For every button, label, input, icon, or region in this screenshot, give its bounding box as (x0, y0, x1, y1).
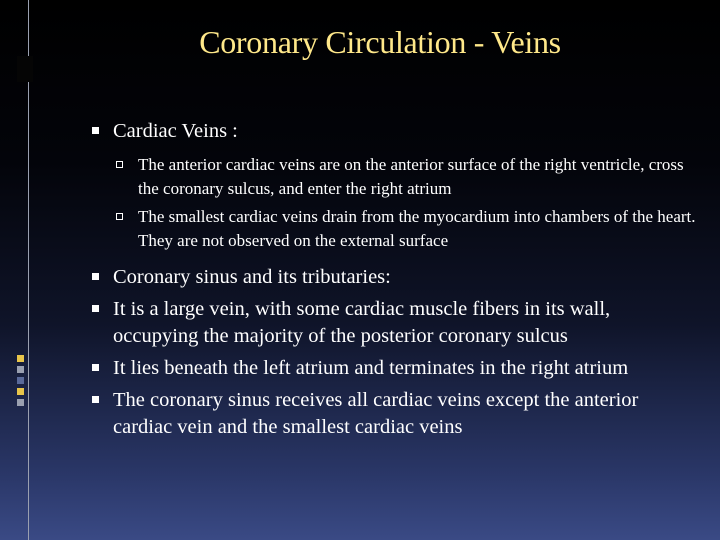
bullet-text: Cardiac Veins : (113, 120, 238, 142)
bullet-text: The smallest cardiac veins drain from the myocardium into chambers of the heart. They are not observed on the external surface (138, 207, 696, 250)
square-bullet-icon (92, 305, 99, 312)
square-bullet-icon (92, 364, 99, 371)
accent-square (17, 355, 24, 362)
sub-bullet-item (36, 205, 696, 253)
accent-squares (17, 355, 24, 410)
bullet-item (36, 118, 696, 145)
accent-square (17, 388, 24, 395)
bullet-text: Coronary sinus and its tributaries: (113, 266, 391, 288)
bullet-text: The coronary sinus receives all cardiac veins except the anterior cardiac vein and the smallest cardiac veins (113, 389, 639, 438)
square-bullet-icon (92, 127, 99, 134)
bullet-list (36, 118, 696, 441)
slide-title: Coronary Circulation - Veins (199, 24, 561, 60)
hollow-square-bullet-icon (116, 161, 123, 168)
hollow-square-bullet-icon (116, 213, 123, 220)
sub-bullet-item (36, 153, 696, 201)
bullet-item (36, 264, 696, 291)
accent-square (17, 399, 24, 406)
square-bullet-icon (92, 273, 99, 280)
square-bullet-icon (92, 396, 99, 403)
bullet-text: It lies beneath the left atrium and terminates in the right atrium (113, 357, 629, 379)
bullet-text: The anterior cardiac veins are on the anterior surface of the right ventricle, cross the coronary sulcus, and enter the right atrium (138, 155, 684, 198)
accent-square (17, 377, 24, 384)
bullet-item (36, 387, 696, 441)
bullet-item (36, 296, 696, 350)
bullet-item (36, 355, 696, 382)
accent-square (17, 366, 24, 373)
bullet-text: It is a large vein, with some cardiac muscle fibers in its wall, occupying the majority of the posterior coronary sulcus (113, 298, 611, 347)
decorative-block (17, 56, 33, 82)
